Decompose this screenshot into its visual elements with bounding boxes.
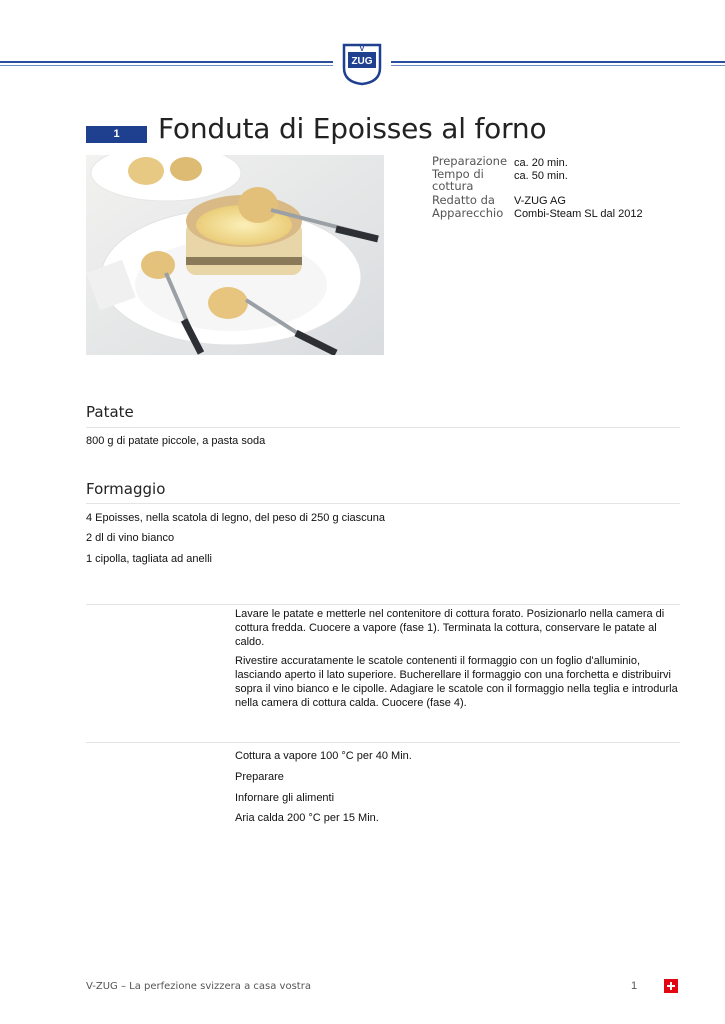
program-step: Infornare gli alimenti: [235, 792, 335, 804]
preparation-steps: [235, 607, 680, 715]
ingredient-item: 4 Epoisses, nella scatola di legno, del peso di 250 g ciascuna: [86, 512, 386, 524]
meta-value-cooking-time: ca. 50 min.: [514, 170, 568, 182]
vzug-logo: [341, 42, 383, 86]
meta-label-author: Redatto da: [432, 193, 495, 207]
steps-divider: [86, 604, 680, 605]
section-title-potatoes: Patate: [86, 403, 134, 421]
meta-label-appliance: Apparecchio: [432, 206, 504, 220]
section-divider: [86, 503, 680, 504]
header-line-right: [391, 61, 725, 63]
meta-label-preparation: Preparazione: [432, 154, 508, 168]
recipe-photo: [86, 155, 384, 355]
footer-text: V-ZUG – La perfezione svizzera a casa vostra: [86, 981, 311, 992]
ingredient-item: 800 g di patate piccole, a pasta soda: [86, 435, 266, 447]
meta-value-appliance: Combi-Steam SL dal 2012: [514, 208, 643, 220]
recipe-title: Fonduta di Epoisses al forno: [158, 112, 547, 145]
recipe-number-badge: 1: [86, 126, 147, 143]
header-line-right-thin: [391, 65, 725, 66]
program-step: Cottura a vapore 100 °C per 40 Min.: [235, 750, 412, 762]
meta-label-cooking-time: Tempo di cottura: [432, 167, 484, 193]
ingredient-item: 2 dl di vino bianco: [86, 532, 175, 544]
meta-value-author: V-ZUG AG: [514, 195, 566, 207]
program-step: Preparare: [235, 771, 284, 783]
program-divider: [86, 742, 680, 743]
program-step: Aria calda 200 °C per 15 Min.: [235, 812, 379, 824]
section-title-cheese: Formaggio: [86, 480, 166, 498]
section-divider: [86, 427, 680, 428]
page-number: 1: [631, 980, 638, 992]
swiss-flag-icon: [664, 979, 678, 993]
logo-text-top: V: [359, 46, 365, 53]
header-line-left: [0, 61, 333, 63]
ingredient-item: 1 cipolla, tagliata ad anelli: [86, 553, 212, 565]
step-text: Lavare le patate e metterle nel contenitore di cottura forato. Posizionarlo nella camera di cottura fredda. Cuocere a vapore (fase 1). Terminata la cottura, conservare le patate al caldo.: [235, 608, 665, 648]
logo-text-bottom: ZUG: [351, 56, 373, 67]
meta-value-preparation: ca. 20 min.: [514, 157, 568, 169]
header-line-left-thin: [0, 65, 333, 66]
step-text: Rivestire accuratamente le scatole contenenti il formaggio con un foglio d'alluminio, lasciando aperto il lato superiore. Bucherellare il formaggio con una forchetta e distribuirvi sopra il vino bianco e le cipolle. Adagiare le scatole con il formaggio nella teglia e introdurla nella camera di cottura calda. Cuocere (fase 4).: [235, 655, 678, 709]
